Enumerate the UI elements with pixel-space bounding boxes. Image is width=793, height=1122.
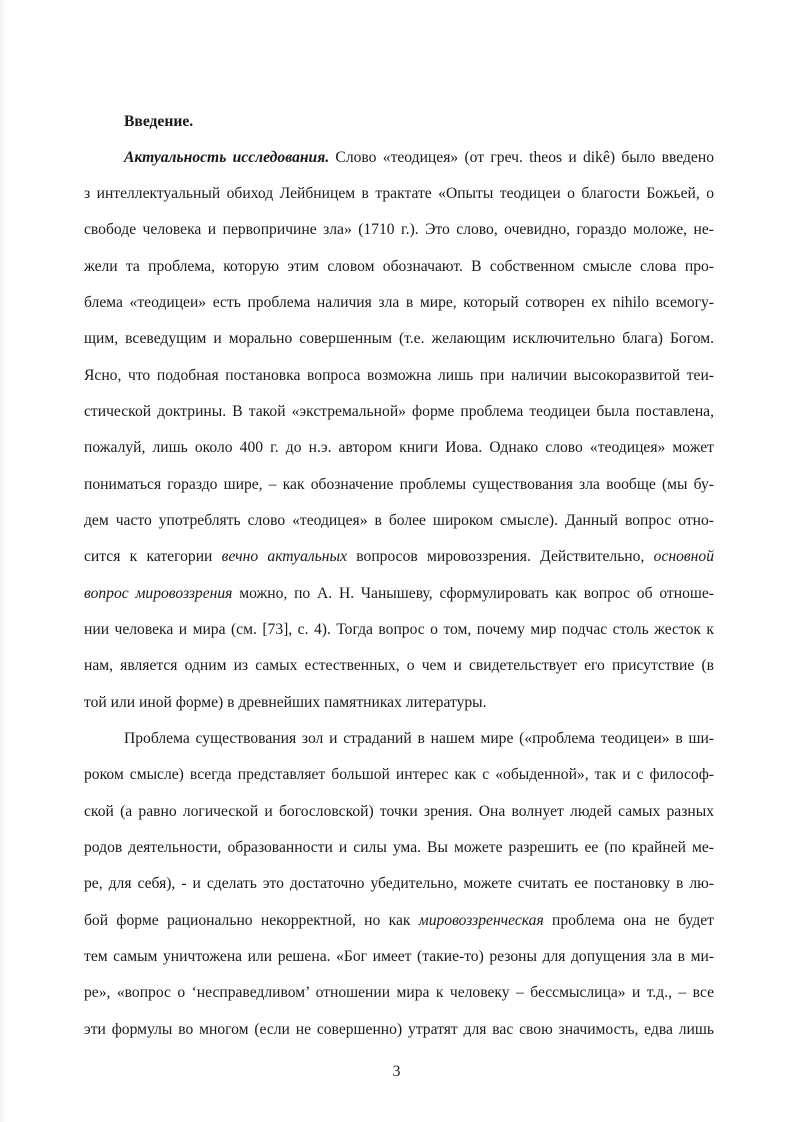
paragraph-1-line-13: вопрос мировоззрения можно, по А. Н. Чанышеву, сформулировать как вопрос об отноше- <box>84 585 714 602</box>
paragraph-1-line-7: Ясно, что подобная постановка вопроса возможна лишь при наличии высокоразвитой теи- <box>84 367 714 384</box>
paragraph-2-line-2: роком смысле) всегда представляет большой интерес как с «обыденной», так и с философ- <box>84 766 714 783</box>
scan-edge-shadow <box>0 0 6 1122</box>
paragraph-1-line-5: блема «теодицеи» есть проблема наличия зла в мире, который сотворен ex nihilo всемогу- <box>84 294 714 311</box>
paragraph-1-line-6: щим, всеведущим и морально совершенным (т.е. желающим исключительно блага) Богом. <box>84 330 714 347</box>
paragraph-1-line-1: Актуальность исследования. Слово «теодицея» (от греч. theos и dikê) было введено <box>124 149 714 166</box>
paragraph-1-line-4: жели та проблема, которую этим словом обозначают. В собственном смысле слова про- <box>84 258 714 275</box>
paragraph-1-line-11: дем часто употреблять слово «теодицея» в более широком смысле). Данный вопрос отно- <box>84 512 714 529</box>
lead-phrase: Актуальность исследования. <box>124 149 330 166</box>
paragraph-1-line-3: свободе человека и первопричине зла» (1710 г.). Это слово, очевидно, гораздо моложе, не- <box>84 221 714 238</box>
section-heading: Введение. <box>124 113 194 130</box>
emphasis-basic: основной <box>653 548 714 565</box>
emphasis-worldview-question: вопрос мировоззрения <box>84 585 233 602</box>
paragraph-2-line-6: бой форме рационально некорректной, но как мировоззренческая проблема она не будет <box>84 912 714 929</box>
paragraph-1-line-2: з интеллектуальный обиход Лейбницем в трактате «Опыты теодицеи о благости Божьей, о <box>84 185 714 202</box>
paragraph-1-line-8: стической доктрины. В такой «экстремальной» форме проблема теодицеи была поставлена, <box>84 403 714 420</box>
paragraph-1-line-15: нам, является одним из самых естественных, о чем и свидетельствует его присутствие (в <box>84 657 714 674</box>
paragraph-1-line-12: сится к категории вечно актуальных вопросов мировоззрения. Действительно, основной <box>84 548 714 565</box>
paragraph-2-line-7: тем самым уничтожена или решена. «Бог имеет (такие-то) резоны для допущения зла в ми- <box>84 948 714 965</box>
paragraph-2-line-3: ской (а равно логической и богословской) точки зрения. Она волнует людей самых разных <box>84 803 714 820</box>
page-number: 3 <box>392 1063 401 1080</box>
emphasis-worldview: мировоззренческая <box>418 912 544 929</box>
paragraph-1-line-14: нии человека и мира (см. [73], с. 4). Тогда вопрос о том, почему мир подчас столь жесток к <box>84 621 714 638</box>
paragraph-1-line-10: пониматься гораздо шире, – как обозначение проблемы существования зла вообще (мы бу- <box>84 476 714 493</box>
paragraph-1-line-9: пожалуй, лишь около 400 г. до н.э. автором книги Иова. Однако слово «теодицея» может <box>84 439 714 456</box>
paragraph-2-line-1: Проблема существования зол и страданий в нашем мире («проблема теодицеи» в ши- <box>124 730 714 747</box>
paragraph-2-line-8: ре», «вопрос о ‘несправедливом’ отношении мира к человеку – бессмыслица» и т.д., – все <box>84 984 714 1001</box>
paragraph-2-line-5: ре, для себя), - и сделать это достаточно убедительно, можете считать ее постановку в лю- <box>84 875 714 892</box>
paragraph-2-line-9: эти формулы во многом (если не совершенно) утратят для вас свою значимость, едва лишь <box>84 1021 714 1038</box>
paragraph-1-line-16: той или иной форме) в древнейших памятниках литературы. <box>84 694 487 711</box>
paragraph-2-line-4: родов деятельности, образованности и силы ума. Вы можете разрешить ее (по крайней ме- <box>84 839 714 856</box>
emphasis-eternal: вечно актуальных <box>221 548 347 565</box>
